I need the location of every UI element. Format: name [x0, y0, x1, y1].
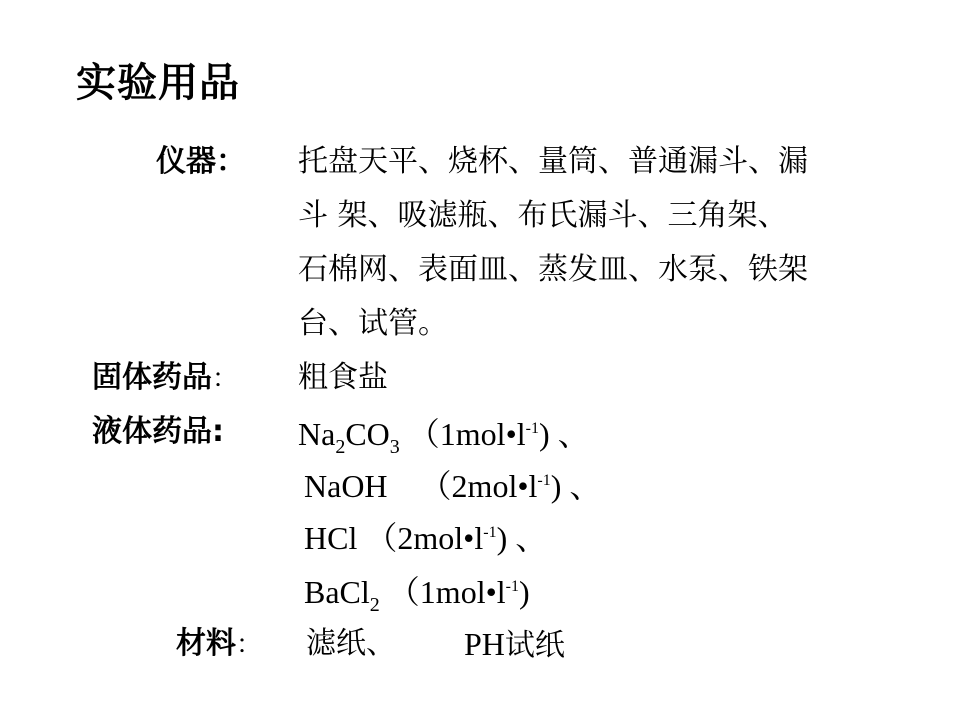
formula-subscript: 2: [369, 594, 380, 616]
liquid-reagents-label: [92, 412, 224, 452]
close-paren: ): [519, 574, 530, 610]
liquid-reagents-label-text: 液体药品: [92, 414, 212, 449]
formula-part: CO: [345, 416, 390, 452]
liquid-reagent-item: [304, 518, 547, 558]
solid-reagents-label-text: 固体药品: [92, 360, 212, 395]
liquid-reagents-colon: :: [212, 414, 224, 449]
solid-reagents-colon: ：: [212, 364, 239, 394]
open-paren: （: [399, 416, 440, 452]
liquid-reagent-item: [298, 414, 590, 458]
concentration: 2mol•l: [451, 468, 538, 504]
instruments-line-4: 台、试管。: [298, 306, 448, 341]
ph-paper-text: 试纸: [504, 628, 565, 663]
instruments-label: [156, 142, 246, 182]
formula-subscript: 3: [389, 436, 400, 458]
ph-text: PH: [464, 626, 505, 662]
formula-part: NaOH: [304, 468, 388, 504]
slide-title: 实验用品: [76, 60, 240, 106]
formula-part: Na: [298, 416, 336, 452]
concentration: 1mol•l: [419, 574, 506, 610]
formula-part: BaCl: [304, 574, 370, 610]
concentration: 2mol•l: [397, 520, 484, 556]
materials-label-text: 材料: [176, 626, 236, 661]
instruments-label-text: 仪器: [156, 144, 216, 179]
materials-label: [176, 624, 262, 665]
open-paren: （: [379, 574, 420, 610]
close-paren: ) 、: [538, 416, 590, 452]
concentration-exponent: -1: [525, 420, 539, 437]
instruments-line-1: 托盘天平、烧杯、量筒、普通漏斗、漏: [298, 144, 808, 179]
open-paren: （: [357, 520, 398, 556]
instruments-line-3: 石棉网、表面皿、蒸发皿、水泵、铁架: [298, 252, 808, 287]
solid-reagents-label: [92, 358, 238, 399]
solid-reagents-value: 粗食盐: [298, 360, 388, 395]
materials-item-ph-paper: [464, 624, 565, 666]
instruments-line-2: 斗 架、吸滤瓶、布氏漏斗、三角架、: [298, 198, 788, 233]
concentration: 1mol•l: [439, 416, 526, 452]
open-paren: （: [387, 468, 452, 504]
formula-subscript: 2: [335, 436, 346, 458]
concentration-exponent: -1: [505, 578, 519, 595]
materials-item-filter-paper: 滤纸、: [306, 626, 396, 661]
close-paren: ) 、: [496, 520, 548, 556]
formula-part: HCl: [304, 520, 358, 556]
liquid-reagent-item: [304, 572, 530, 616]
instruments-colon: ：: [216, 144, 246, 179]
concentration-exponent: -1: [537, 472, 551, 489]
concentration-exponent: -1: [483, 524, 497, 541]
close-paren: ) 、: [550, 468, 602, 504]
liquid-reagent-item: [304, 466, 601, 506]
materials-colon: ：: [236, 630, 263, 660]
